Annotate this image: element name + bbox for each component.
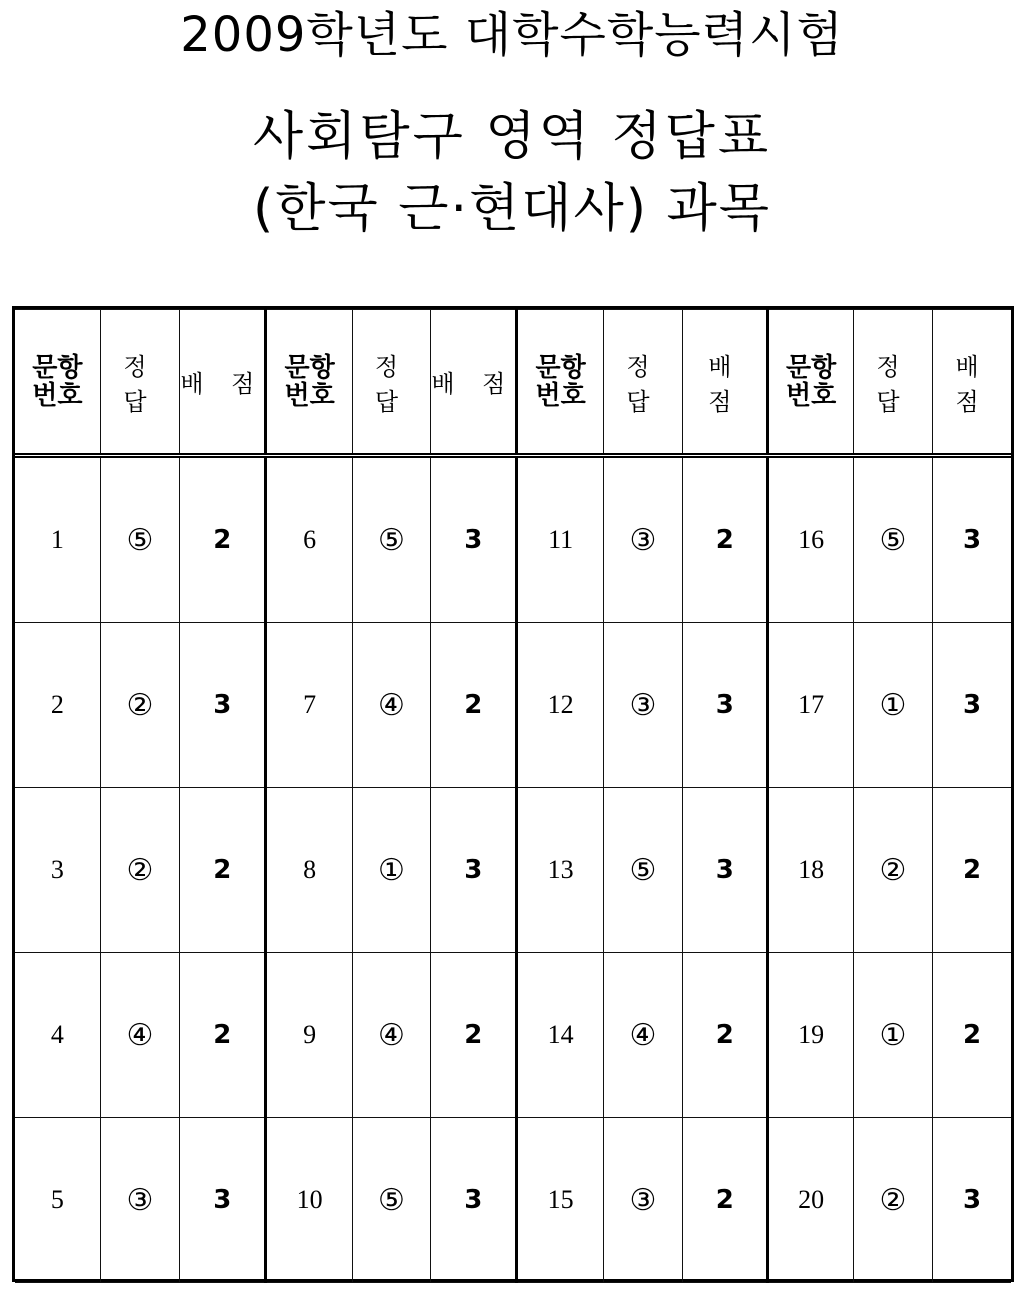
header-points: 배 점	[431, 310, 517, 456]
exam-title: 2009학년도 대학수학능력시험	[180, 7, 844, 63]
header-points: 배 점	[683, 310, 768, 456]
points-cell: 3	[431, 1118, 517, 1283]
points-cell: 2	[683, 1118, 768, 1283]
answer-cell: ②	[100, 788, 179, 953]
header-number-line1: 문항	[32, 352, 83, 383]
answer-cell: ③	[100, 1118, 179, 1283]
header-points: 배 점	[933, 310, 1011, 456]
points-cell: 2	[431, 623, 517, 788]
header-number-line1: 문항	[786, 352, 837, 383]
header-number-line2: 번호	[32, 380, 83, 411]
points-cell: 3	[683, 788, 768, 953]
answer-cell: ③	[603, 1118, 682, 1283]
answer-cell: ①	[352, 788, 430, 953]
header-number-line2: 번호	[535, 380, 586, 411]
points-cell: 2	[683, 953, 768, 1118]
points-cell: 2	[431, 953, 517, 1118]
points-cell: 3	[683, 623, 768, 788]
header-question-number	[768, 310, 853, 456]
question-number-cell: 13	[517, 788, 603, 953]
question-number-cell: 15	[517, 1118, 603, 1283]
answer-cell: ④	[352, 623, 430, 788]
points-cell: 3	[933, 456, 1011, 623]
question-number-cell: 18	[768, 788, 853, 953]
question-number-cell: 16	[768, 456, 853, 623]
points-cell: 3	[933, 1118, 1011, 1283]
header-answer: 정 답	[603, 310, 682, 456]
points-cell: 2	[933, 953, 1011, 1118]
table-row	[15, 953, 1011, 1118]
header-number-line2: 번호	[284, 380, 335, 411]
question-number-cell: 11	[517, 456, 603, 623]
points-cell: 2	[180, 953, 266, 1118]
points-cell: 3	[431, 788, 517, 953]
answer-cell: ⑤	[352, 1118, 430, 1283]
header-answer: 정 답	[853, 310, 932, 456]
question-number-cell: 14	[517, 953, 603, 1118]
question-number-cell: 12	[517, 623, 603, 788]
question-number-cell: 3	[15, 788, 100, 953]
header-question-number	[15, 310, 100, 456]
answer-cell: ④	[603, 953, 682, 1118]
question-number-cell: 5	[15, 1118, 100, 1283]
table-header-row	[15, 310, 1011, 456]
header-question-number	[266, 310, 352, 456]
question-number-cell: 10	[266, 1118, 352, 1283]
table-row	[15, 623, 1011, 788]
answer-cell: ⑤	[352, 456, 430, 623]
points-cell: 3	[180, 1118, 266, 1283]
points-cell: 2	[683, 456, 768, 623]
question-number-cell: 19	[768, 953, 853, 1118]
answer-cell: ③	[603, 623, 682, 788]
answer-table	[15, 309, 1011, 1283]
table-row	[15, 1118, 1011, 1283]
answer-cell: ⑤	[853, 456, 932, 623]
question-number-cell: 4	[15, 953, 100, 1118]
header-answer: 정 답	[100, 310, 179, 456]
points-cell: 3	[431, 456, 517, 623]
header-points: 배 점	[180, 310, 266, 456]
question-number-cell: 1	[15, 456, 100, 623]
subject-title: (한국 근·현대사) 과목	[252, 179, 772, 239]
answer-cell: ②	[100, 623, 179, 788]
points-cell: 2	[180, 456, 266, 623]
answer-cell: ④	[100, 953, 179, 1118]
answer-cell: ⑤	[603, 788, 682, 953]
question-number-cell: 9	[266, 953, 352, 1118]
question-number-cell: 7	[266, 623, 352, 788]
points-cell: 2	[933, 788, 1011, 953]
header-number-line1: 문항	[535, 352, 586, 383]
question-number-cell: 17	[768, 623, 853, 788]
table-row	[15, 788, 1011, 953]
header-number-line2: 번호	[786, 380, 837, 411]
answer-cell: ②	[853, 1118, 932, 1283]
answer-table-frame	[12, 306, 1014, 1282]
question-number-cell: 20	[768, 1118, 853, 1283]
header-answer: 정 답	[352, 310, 430, 456]
question-number-cell: 2	[15, 623, 100, 788]
answer-cell: ②	[853, 788, 932, 953]
table-row	[15, 456, 1011, 623]
points-cell: 3	[180, 623, 266, 788]
question-number-cell: 8	[266, 788, 352, 953]
points-cell: 2	[180, 788, 266, 953]
answer-cell: ④	[352, 953, 430, 1118]
header-number-line1: 문항	[284, 352, 335, 383]
answer-cell: ③	[603, 456, 682, 623]
header-question-number	[517, 310, 603, 456]
answer-cell: ⑤	[100, 456, 179, 623]
question-number-cell: 6	[266, 456, 352, 623]
answer-cell: ①	[853, 953, 932, 1118]
points-cell: 3	[933, 623, 1011, 788]
answer-cell: ①	[853, 623, 932, 788]
answer-key-title: 사회탐구 영역 정답표	[252, 107, 772, 167]
